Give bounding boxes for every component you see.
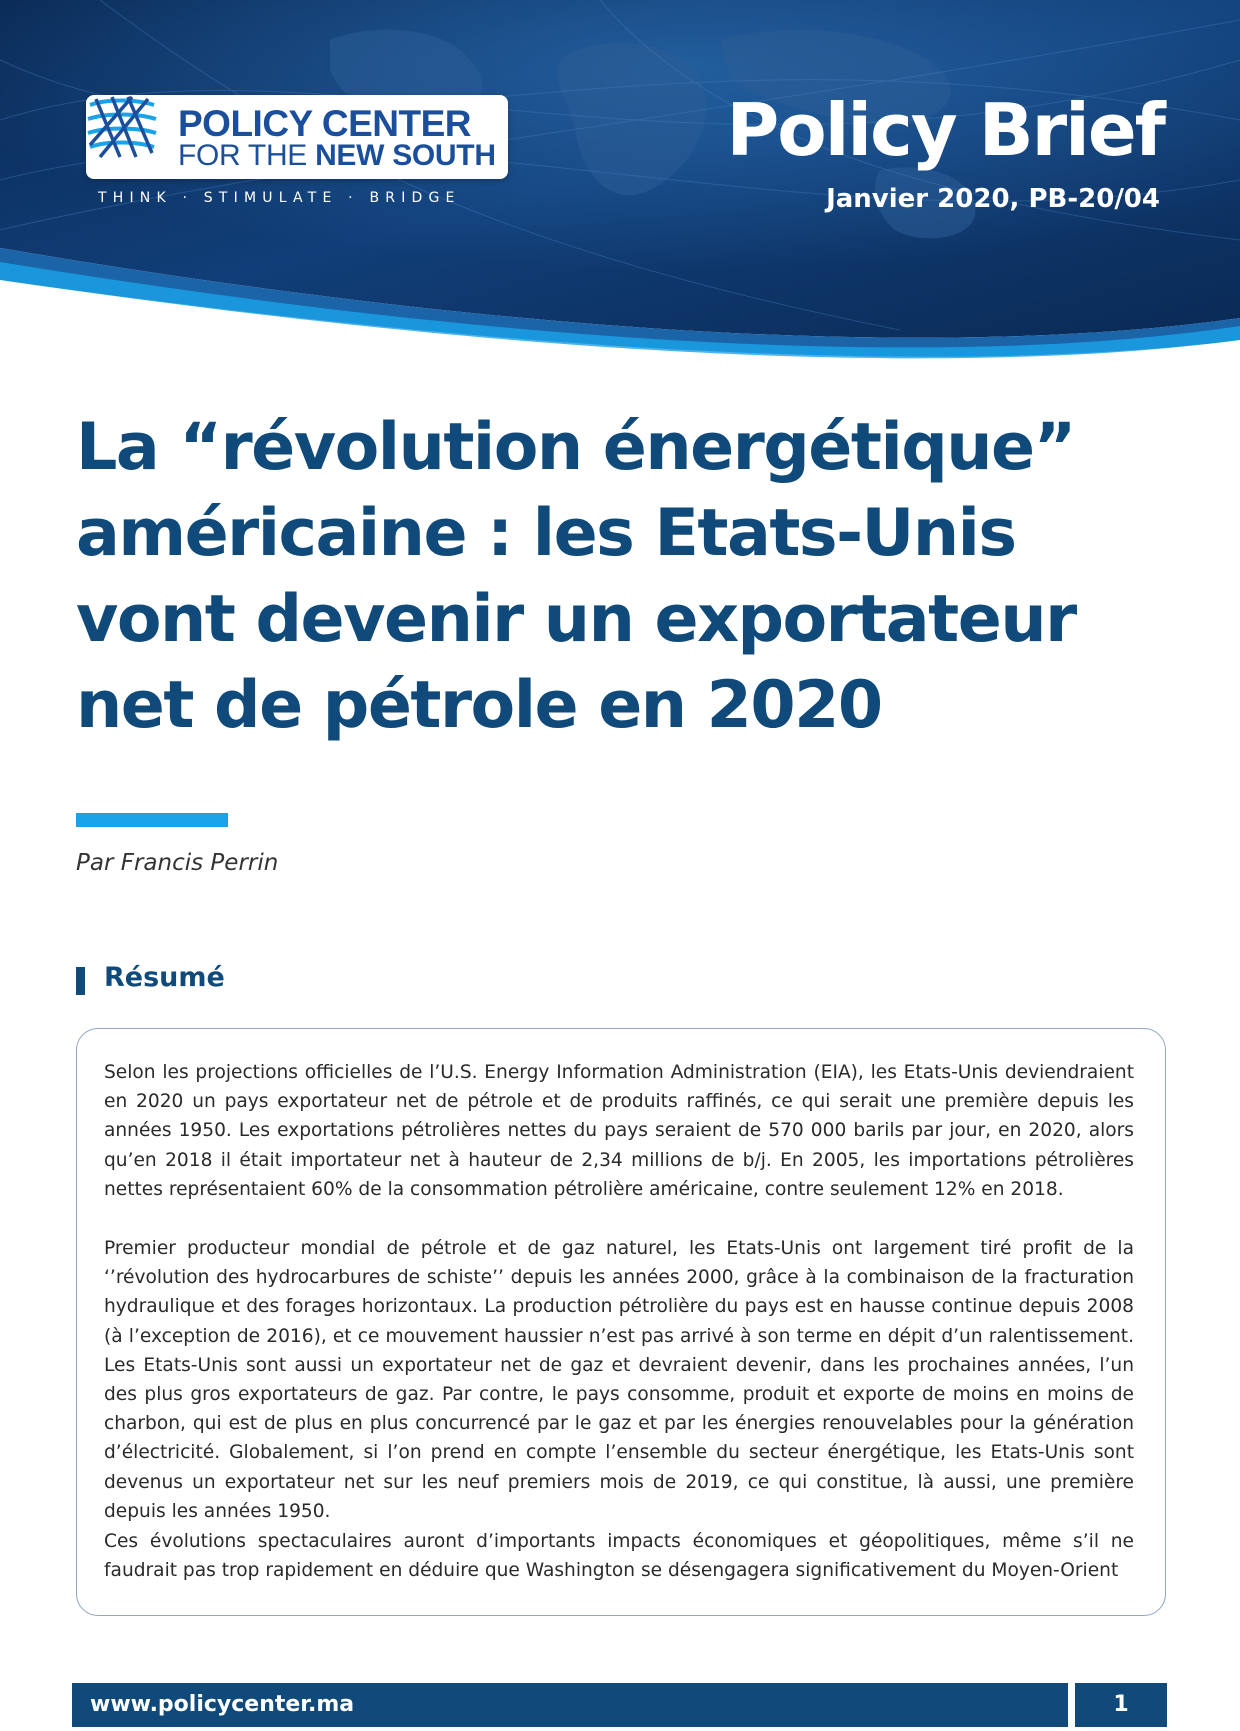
author-byline: Par Francis Perrin	[76, 850, 279, 876]
summary-paragraph-2: Premier producteur mondial de pétrole et de gaz naturel, les Etats-Unis ont largement tiré profit de la ‘’révolution des hydrocarbures de schiste’’ depuis les années 2000, grâce à la combinaison de la fracturation hydraulique et des forages horizontaux. La production pétrolière du pays est en hausse continue depuis 2008 (à l’exception de 2016), et ce mouvement haussier n’est pas arrivé à son terme en dépit d’un ralentissement. Les Etats-Unis sont aussi un exportateur net de gaz et devraient devenir, dans les prochaines années, l’un des plus gros exportateurs de gaz. Par contre, le pays consomme, produit et exporte de moins en moins de charbon, qui est de plus en plus concurrencé par le gaz et par les énergies renouvelables pour la génération d’électricité. Globalement, si l’on prend en compte l’ensemble du secteur énergétique, les Etats-Unis sont devenus un exportateur net sur les neuf premiers mois de 2019, ce qui constitue, là aussi, une première depuis les années 1950.	[104, 1238, 1134, 1522]
page-number: 1	[1113, 1692, 1129, 1717]
header-banner	[0, 0, 1240, 365]
banner-background	[0, 0, 1240, 365]
doc-type-title: Policy Brief	[726, 88, 1164, 172]
summary-paragraph-1: Selon les projections officielles de l’U.S. Energy Information Administration (EIA), les Etats-Unis deviendraient en 2020 un pays exportateur net de pétrole et de produits raffinés, ce qui serait une première depuis les années 1950. Les exportations pétrolières nettes du pays seraient de 570 000 barils par jour, en 2020, alors qu’en 2018 il était importateur net à hauteur de 2,34 millions de b/j. En 2005, les importations pétrolières nettes représentaient 60% de la consommation pétrolière américaine, contre seulement 12% en 2018.	[104, 1062, 1134, 1200]
tagline: THINK · STIMULATE · BRIDGE	[98, 190, 461, 206]
page-title: La “révolution énergétique” américaine : les Etats-Unis vont devenir un exportateur net de pétrole en 2020	[76, 410, 1076, 743]
title-accent-bar	[76, 813, 228, 827]
logo-line-2	[178, 139, 496, 173]
logo-line-2-bold: NEW SOUTH	[315, 139, 496, 172]
logo-line-2-prefix: FOR THE	[178, 139, 316, 172]
logo[interactable]	[86, 95, 508, 179]
footer-website-link[interactable]: www.policycenter.ma	[90, 1692, 355, 1717]
logo-line-1: POLICY CENTER	[178, 103, 471, 144]
summary-heading: Résumé	[104, 962, 225, 993]
date-reference: Janvier 2020, PB-20/04	[826, 184, 1160, 214]
summary-paragraph-3: Ces évolutions spectaculaires auront d’importants impacts économiques et géopolitiques, même s’il ne faudrait pas trop rapidement en déduire que Washington se désengagera significativement du Moyen-Orient	[104, 1531, 1134, 1582]
logo-globe-icon	[86, 95, 158, 161]
section-marker	[76, 967, 85, 995]
